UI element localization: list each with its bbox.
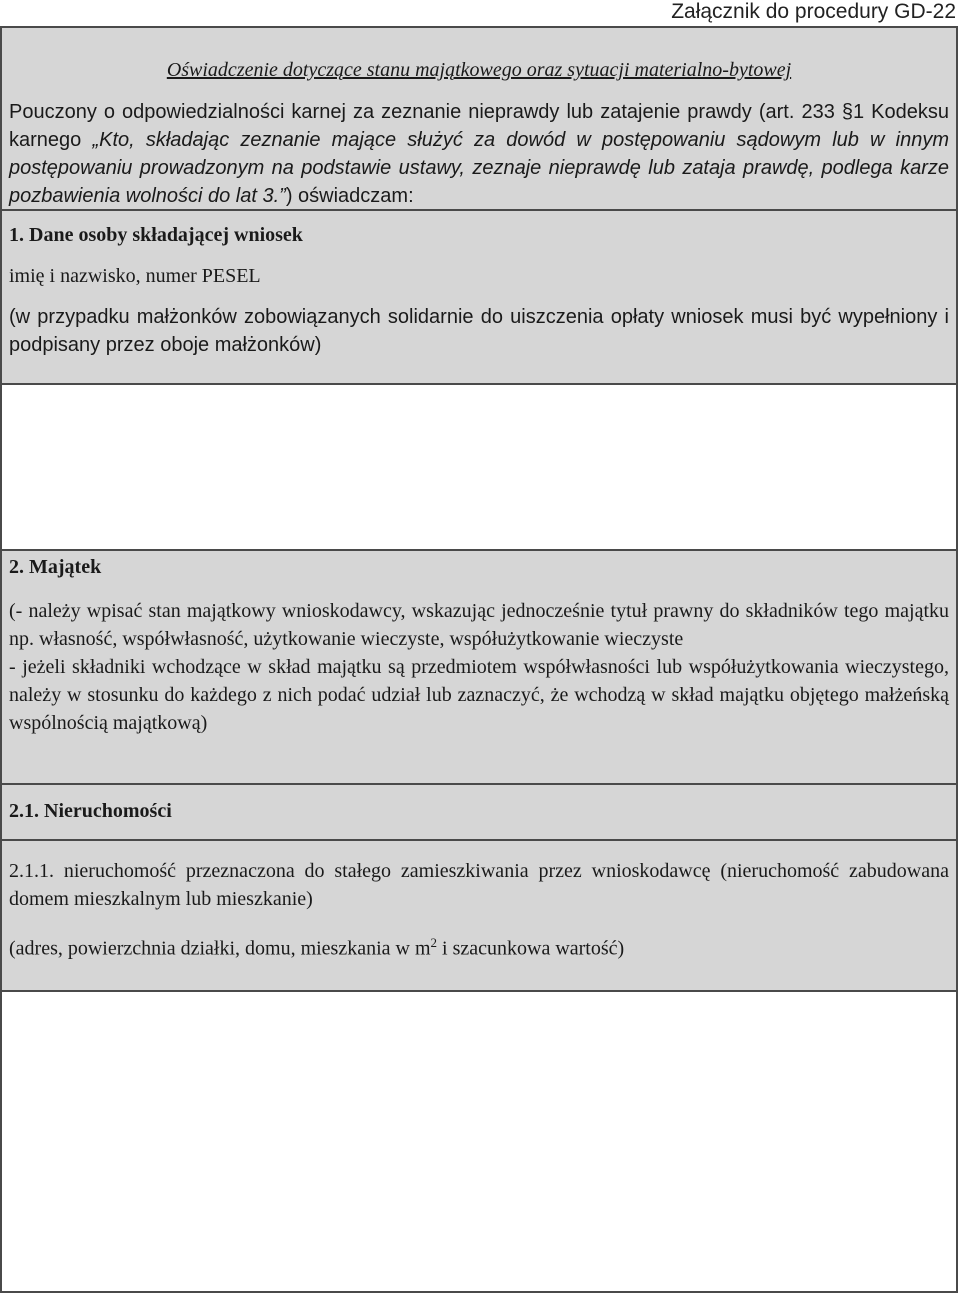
section1-subheading: imię i nazwisko, numer PESEL [9,265,261,287]
section1-header [2,211,956,385]
detail-prefix: (adres, powierzchnia działki, domu, mieszkania w m [9,937,431,960]
section2-note1: (- należy wpisać stan majątkowy wnioskodawcy, wskazując jednocześnie tytuł prawny do składników tego majątku np. własność, współwłasność, użytkowanie wieczyste, współużytkowanie wieczyste [9,600,949,650]
instruction-tail: ) oświadczam: [285,185,414,207]
section1-note: (w przypadku małżonków zobowiązanych solidarnie do uiszczenia opłaty wniosek musi być wypełniony i podpisany przez oboje małżonków) [9,306,949,356]
section21-heading: 2.1. Nieruchomości [9,800,172,822]
detail-suffix: i szacunkowa wartość) [437,937,625,960]
declaration-form [0,26,958,1293]
section211-header [2,841,956,992]
detail-superscript: 2 [430,935,438,950]
header-section [2,28,956,211]
section2-heading: 2. Majątek [9,556,102,578]
instruction-lead: Pouczony o odpowiedzialności karnej za zeznanie nieprawdy lub zatajenie prawdy (art. 233 §1 Kodeksu karnego [9,101,949,151]
form-title: Oświadczenie dotyczące stanu majątkowego oraz sytuacji materialno-bytowej [166,59,792,81]
legal-instruction [2,98,956,210]
section1-entry-area[interactable] [2,385,956,551]
section211-entry-area[interactable] [2,992,956,1269]
section1-heading: 1. Dane osoby składającej wniosek [9,224,303,246]
section211-detail [2,929,956,963]
section2-header [2,551,956,785]
section2-note2: - jeżeli składniki wchodzące w skład majątku są przedmiotem współwłasności lub współużytkowania wieczystego, należy w stosunku do każdego z nich podać udział lub zaznaczyć, że wchodzą w skład majątku objętego małżeńską wspólnością majątkową) [9,656,949,734]
section21-header [2,785,956,841]
annex-label: Załącznik do procedury GD-22 [671,0,956,23]
instruction-quote: „Kto, składając zeznanie mające służyć za dowód w postępowaniu sądowym lub w innym postępowaniu prowadzonym na podstawie ustawy, zeznaje nieprawdę lub zataja prawdę, podlega karze pozbawienia wolności do lat 3.” [9,129,949,207]
section211-item: 2.1.1. nieruchomość przeznaczona do stałego zamieszkiwania przez wnioskodawcę (nieruchomość zabudowana domem mieszkalnym lub mieszkanie) [9,860,949,910]
